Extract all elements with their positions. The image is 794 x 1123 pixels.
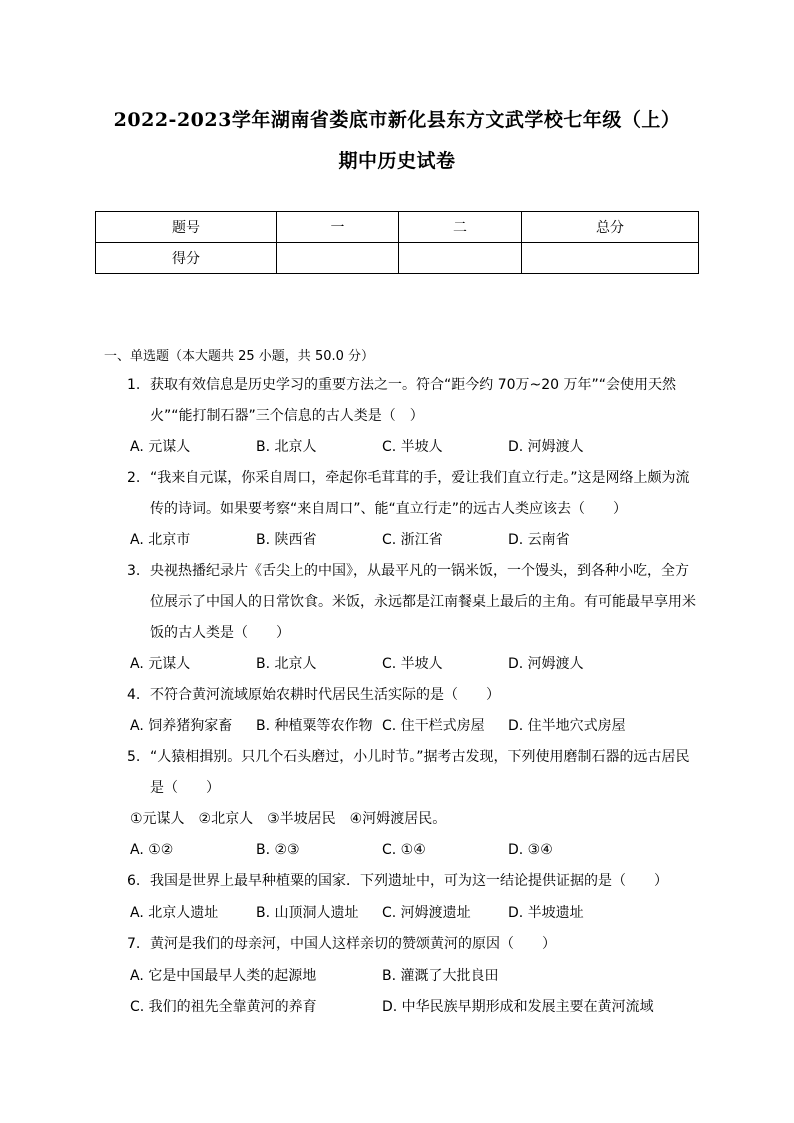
question-stem: [150, 556, 696, 649]
question-stem-text: 央视热播纪录片《舌尖上的中国》，从最平凡的一锅米饭，一个馒头，到各种小吃，全方位展示了中国人的日常饮食。米饭，永远都是江南餐桌上最后的主角。有可能最早享用米饭的古人类是（ ）: [150, 563, 696, 641]
option-b[interactable]: B. 陕西省: [256, 532, 317, 548]
option-b[interactable]: B. 种植粟等农作物: [256, 718, 373, 734]
question-stem-text: 不符合黄河流域原始农耕时代居民生活实际的是（ ）: [150, 687, 500, 703]
option-c[interactable]: C. 住干栏式房屋: [382, 718, 485, 734]
question-number: 6.: [127, 873, 141, 889]
score-header-cell: 题号: [96, 212, 277, 243]
option-a[interactable]: A. 北京人遗址: [130, 905, 219, 921]
option-b[interactable]: B. 山顶洞人遗址: [256, 905, 359, 921]
score-cell: [399, 243, 522, 274]
option-c[interactable]: C. 我们的祖先全靠黄河的养育: [130, 999, 317, 1015]
option-a[interactable]: A. ①②: [130, 842, 174, 858]
option-b[interactable]: B. 北京人: [256, 439, 317, 455]
question-options: [130, 835, 710, 866]
question-stem: [150, 929, 696, 960]
option-b[interactable]: B. 灌溉了大批良田: [382, 968, 499, 984]
score-table-header-row: [96, 212, 699, 243]
score-header-cell: 一: [277, 212, 399, 243]
score-row-label: 得分: [96, 243, 277, 274]
option-d[interactable]: D. 河姆渡人: [508, 656, 584, 672]
question-number: 5.: [127, 749, 141, 765]
score-table-score-row: [96, 243, 699, 274]
option-d[interactable]: D. 河姆渡人: [508, 439, 584, 455]
question-options: [130, 432, 710, 463]
option-b[interactable]: B. ②③: [256, 842, 300, 858]
score-header-cell: 二: [399, 212, 522, 243]
score-table: [95, 211, 699, 274]
question-stem: [150, 866, 696, 897]
option-d[interactable]: D. 住半地穴式房屋: [508, 718, 626, 734]
option-a[interactable]: A. 元谋人: [130, 439, 191, 455]
question-stem: [150, 463, 696, 525]
option-c[interactable]: C. 浙江省: [382, 532, 443, 548]
question-choices-list: ①元谋人 ②北京人 ③半坡居民 ④河姆渡居民。: [130, 811, 447, 827]
question-number: 1.: [127, 377, 141, 393]
question-number: 3.: [127, 563, 141, 579]
score-cell: [522, 243, 699, 274]
option-d[interactable]: D. 中华民族早期形成和发展主要在黄河流域: [382, 999, 654, 1015]
document-title-line1: 2022-2023学年湖南省娄底市新化县东方文武学校七年级（上）: [113, 109, 681, 131]
option-c[interactable]: C. 半坡人: [382, 439, 443, 455]
option-c[interactable]: C. 半坡人: [382, 656, 443, 672]
question-options: [130, 649, 710, 680]
question-stem: [150, 370, 696, 432]
option-d[interactable]: D. ③④: [508, 842, 553, 858]
question-stem-text: 我国是世界上最早种植粟的国家．下列遗址中，可为这一结论提供证据的是（ ）: [150, 873, 668, 889]
question-stem-text: 黄河是我们的母亲河，中国人这样亲切的赞颂黄河的原因（ ）: [150, 936, 556, 952]
question-stem: [150, 742, 696, 804]
section-heading: 一、单选题（本大题共 25 小题，共 50.0 分）: [104, 349, 375, 364]
question-stem: [150, 680, 696, 711]
question-options: [130, 898, 710, 929]
option-a[interactable]: A. 北京市: [130, 532, 191, 548]
option-d[interactable]: D. 半坡遗址: [508, 905, 584, 921]
question-number: 4.: [127, 687, 141, 703]
option-a[interactable]: A. 饲养猪狗家畜: [130, 718, 233, 734]
question-stem-text: “人猿相揖别。只几个石头磨过，小儿时节。”据考古发现，下列使用磨制石器的远古居民是（ ）: [150, 749, 690, 796]
option-a[interactable]: A. 元谋人: [130, 656, 191, 672]
question-options: [130, 992, 710, 1023]
question-stem-text: 获取有效信息是历史学习的重要方法之一。符合“距今约 70万~20 万年”“会使用天然火”“能打制石器”三个信息的古人类是（ ）: [150, 377, 677, 424]
option-c[interactable]: C. 河姆渡遗址: [382, 905, 471, 921]
option-d[interactable]: D. 云南省: [508, 532, 570, 548]
score-header-cell: 总分: [522, 212, 699, 243]
question-stem-text: “我来自元谋，你采自周口，牵起你毛茸茸的手，爱让我们直立行走。”这是网络上颇为流传的诗词。如果要考察“来自周口”、能“直立行走”的远古人类应该去（ ）: [150, 470, 690, 517]
question-number: 2.: [127, 470, 141, 486]
option-a[interactable]: A. 它是中国最早人类的起源地: [130, 968, 317, 984]
option-b[interactable]: B. 北京人: [256, 656, 317, 672]
option-c[interactable]: C. ①④: [382, 842, 426, 858]
question-options: [130, 711, 710, 742]
document-title-line2: 期中历史试卷: [338, 150, 456, 172]
question-options: [130, 961, 710, 992]
score-cell: [277, 243, 399, 274]
question-number: 7.: [127, 936, 141, 952]
question-options: [130, 525, 710, 556]
